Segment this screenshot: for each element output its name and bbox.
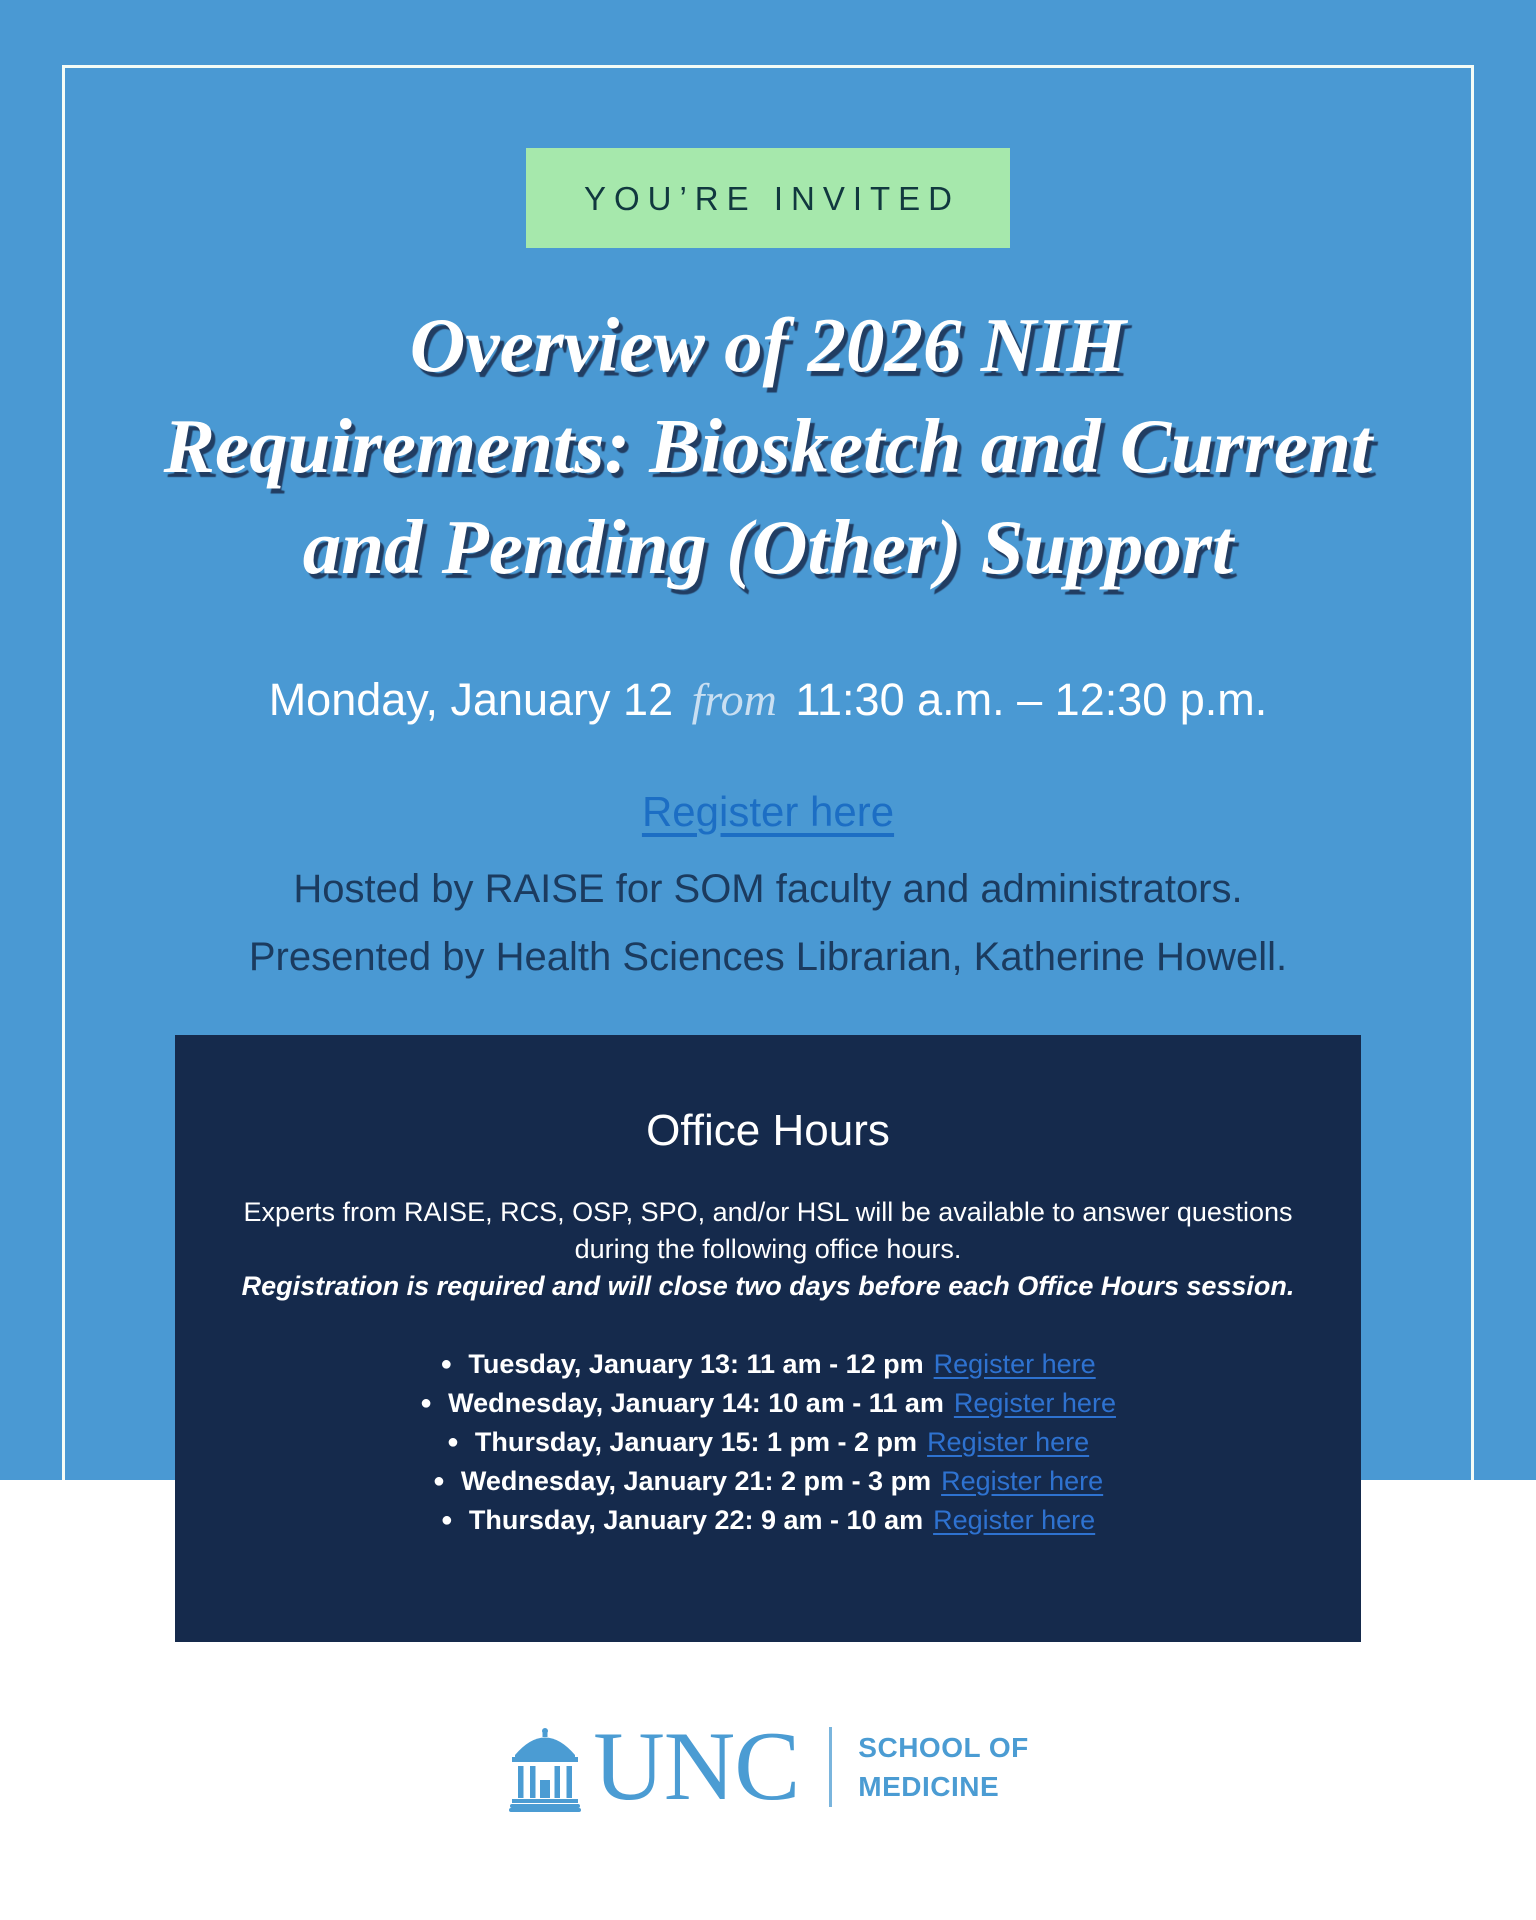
- hosted-block: [0, 855, 1536, 991]
- event-time: 11:30 a.m. – 12:30 p.m.: [795, 674, 1268, 725]
- office-hours-session: [175, 1423, 1361, 1462]
- unc-som-logo: [0, 1712, 1536, 1821]
- invited-badge-row: [0, 148, 1536, 248]
- session-label: Tuesday, January 13: 11 am - 12 pm: [468, 1349, 924, 1379]
- old-well-icon: [507, 1728, 583, 1812]
- register-row: [0, 788, 1536, 836]
- session-register-link[interactable]: Register here: [953, 1388, 1116, 1418]
- session-register-link[interactable]: Register here: [933, 1349, 1096, 1379]
- register-link[interactable]: Register here: [641, 788, 895, 835]
- presented-line: Presented by Health Sciences Librarian, Katherine Howell.: [248, 935, 1288, 979]
- session-register-link[interactable]: Register here: [933, 1505, 1096, 1535]
- office-hours-session: [175, 1384, 1361, 1423]
- office-hours-session: [175, 1501, 1361, 1540]
- office-hours-intro-line-2: during the following office hours.: [574, 1234, 962, 1264]
- session-register-link[interactable]: Register here: [941, 1466, 1104, 1496]
- office-hours-intro-line-1: Experts from RAISE, RCS, OSP, SPO, and/or HSL will be available to answer questions: [243, 1197, 1293, 1227]
- session-label: Wednesday, January 21: 2 pm - 3 pm: [460, 1466, 932, 1496]
- event-date: Monday, January 12: [268, 674, 674, 725]
- school-of-line: SCHOOL OF: [858, 1732, 1029, 1763]
- session-label: Wednesday, January 14: 10 am - 11 am: [448, 1388, 944, 1418]
- event-title-line-3: and Pending (Other) Support: [302, 504, 1234, 590]
- session-label: Thursday, January 22: 9 am - 10 am: [468, 1505, 924, 1535]
- invited-badge: YOU’RE INVITED: [526, 148, 1010, 248]
- unc-logotype: UNC: [593, 1712, 800, 1821]
- session-register-link[interactable]: Register here: [927, 1427, 1090, 1457]
- office-hours-note: Registration is required and will close two days before each Office Hours session.: [241, 1271, 1295, 1301]
- session-label: Thursday, January 15: 1 pm - 2 pm: [474, 1427, 918, 1457]
- office-hours-session: [175, 1345, 1361, 1384]
- logo-divider: [829, 1727, 832, 1807]
- hosted-line: Hosted by RAISE for SOM faculty and administrators.: [293, 867, 1243, 911]
- bullet-icon: ●: [440, 1353, 453, 1375]
- medicine-line: MEDICINE: [858, 1771, 1000, 1802]
- event-title-line-1: Overview of 2026 NIH: [409, 302, 1127, 388]
- from-word: from: [691, 674, 777, 725]
- bullet-icon: ●: [440, 1509, 453, 1531]
- bullet-icon: ●: [446, 1431, 459, 1453]
- office-hours-title: Office Hours: [646, 1106, 890, 1155]
- bullet-icon: ●: [420, 1392, 433, 1414]
- bullet-icon: ●: [432, 1470, 445, 1492]
- event-title: [0, 295, 1536, 598]
- office-hours-panel: [175, 1035, 1361, 1642]
- school-of-medicine-label: [858, 1728, 1028, 1806]
- office-hours-session: [175, 1462, 1361, 1501]
- event-datetime: [0, 673, 1536, 726]
- event-title-line-2: Requirements: Biosketch and Current: [163, 403, 1373, 489]
- office-hours-intro: [175, 1194, 1361, 1305]
- office-hours-session-list: [175, 1345, 1361, 1540]
